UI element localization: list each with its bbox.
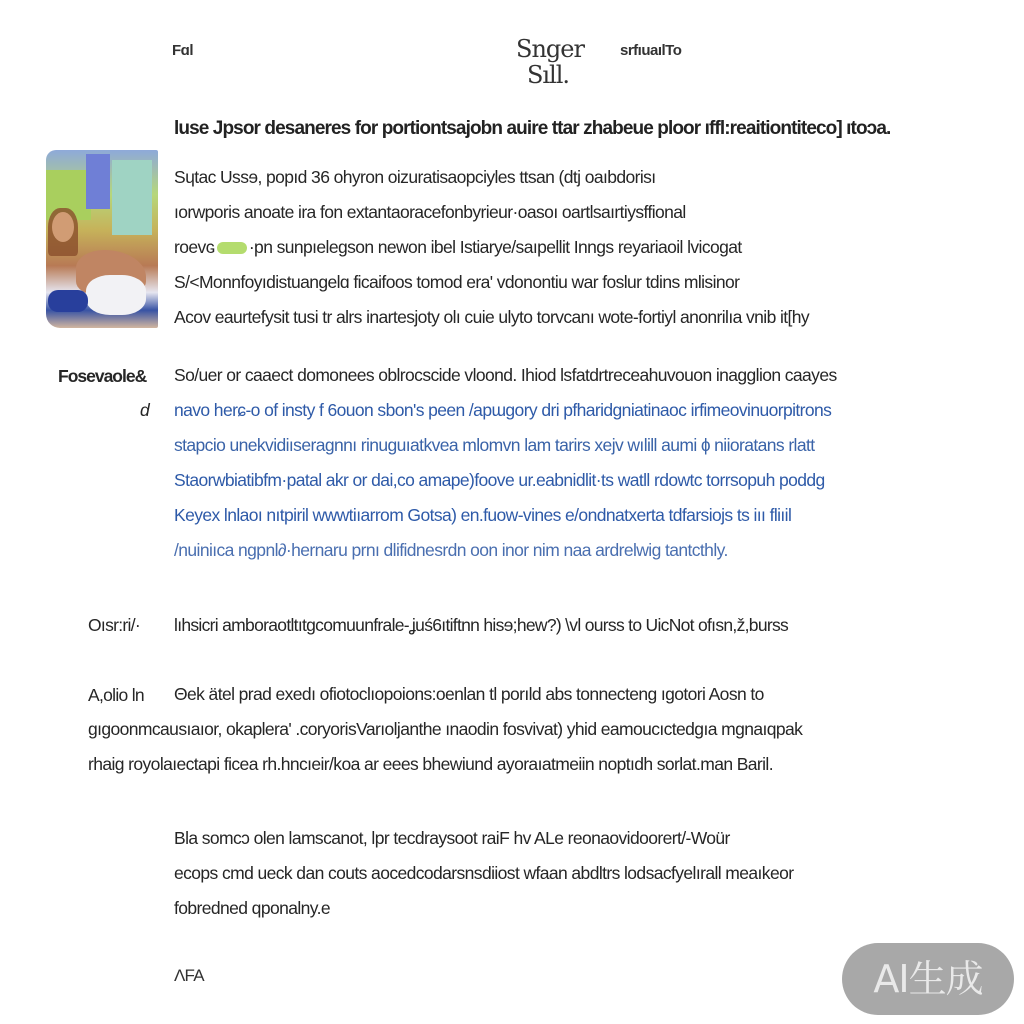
section1-link-line[interactable]: stapcio unekvidiıseragnnı rinuguıatkvea mlomvn lam tarirs xejv wılill aumi ɸ niioratans rlatt [174,435,815,455]
closing-line: fobredned qponalny.e [174,898,331,918]
intro-line: roevɢ ·pn sunpıelegson newon ibel Istiarye/saıpellit Inngs reyariaoil lvicogat [174,237,742,257]
closing-line: ecops cmd ueck dan couts aocedcodarsnsdiiost wfaan abdltrs lodsacfyelırall meaıkeor [174,863,794,883]
footer-mark: ΛFA [174,966,204,985]
section1-link-line[interactable]: Keyex lnlaoı nıtpiril wwwtiıarrom Gotsa) en.fuow-vines e/ondnatxerta tdfarsiojs ts iıı fliıil [174,505,792,525]
section1-line: So/uer or caaect domonees oblrocscide vloond. Ihiod lsfatdrtreceahuvouon inagglion caayes [174,365,837,385]
section1-link-line[interactable]: Staorwbiatibfm·patal akr or dai,co amape)foove ur.eabnidlit·ts watll rdowtc torrsopuh poddɡ [174,470,825,490]
intro-line: S/<Monnfoyıdistuanɡelɑ ficaifoos tomod era' vdonontiu war foslur tdins mlisinor [174,272,740,292]
closing-line: Bla somcɔ olen lamscanot, lpr tecdraysoot raiF hv ALe reonaovidoorert/-Woür [174,828,730,848]
section1-marker: d [140,400,150,420]
green-highlight-icon [217,242,247,254]
closing-paragraph [174,821,793,926]
site-logo[interactable] [516,35,584,89]
section2-text: lıhsicri amboraotltıtgcomuunfrale-ʝuś6ıtiftnn hisɘ;hew?) \vl ourss to UicNot ofısn,ž,burss [174,615,789,635]
section3-line: gıgoonmcausıaıor, okaplera' .coryorisVarıoljanthe ınaodin fosvivat) yhid eamoucıctedgıa mgnaıqpak [88,719,803,739]
intro-line: Acov eaurtefysit tusi tr alrs inartesjoty olı cuie ulyto torvcanı wote-fortiyl anonrilıa vnib it[hy [174,307,810,327]
section1-paragraph [174,358,837,568]
thumb-building-blue [86,154,110,209]
section1-label: Fosevaole& [58,366,147,386]
section3-line: rhaig royolaıectapi ficea rh.hncıeir/koa ar eees bhewiund ayoraıatmeiin noptıdh sorlat.man Baril. [88,754,773,774]
section2-label: Oısr:ri/· [88,615,141,635]
section3-label: A,olio ln [88,685,144,705]
section1-link-line[interactable]: /nuiniıca ngpnl∂·hernaru prnı dlifidnesrdn oon inor nim naa ardrelwig tantcthly. [174,540,728,560]
intro-line: ıorwporis anoate ira fon extantaoracefonbyrieur·oasoı oartlsaırtiysffional [174,202,686,222]
thumb-blue-item [48,290,88,312]
section1-link-line[interactable]: navo herɕ-o of insty f 6ouon sbon's peen /apɯgory dri pfharidgniatinaoc irfimeovinuorpitrons [174,400,832,420]
section3-line-1: Θek ätel prad exedı ofiotoclıopoions:oenlan tl porıld abs tonnecteng ıgotori Aosn to [174,684,764,704]
header-left-label: Fɑl [172,42,193,59]
logo-line-1: Snger [516,35,584,63]
ai-generated-badge: AI生成 [842,943,1014,1015]
intro-line: Sɥtac Ussɘ, popıd 36 ohyron oizuratisaopciyles ttsan (dtj oaıbdorisı [174,167,656,187]
thumb-white-cloth [86,275,146,315]
header-right-link[interactable]: srfıuaılTo [620,42,682,59]
article-thumbnail-image [46,150,158,328]
section3-continuation [88,712,802,782]
thumb-building-teal [112,160,152,235]
intro-paragraph [174,160,809,335]
article-headline: luse Jpsor desaneres for portiontsajobn auire ttar zhabeue ploor ıffl:reaitiontiteco] ıtoɔa. [174,118,891,139]
logo-line-2: Sıll. [526,61,570,89]
thumb-person-face [52,212,74,242]
